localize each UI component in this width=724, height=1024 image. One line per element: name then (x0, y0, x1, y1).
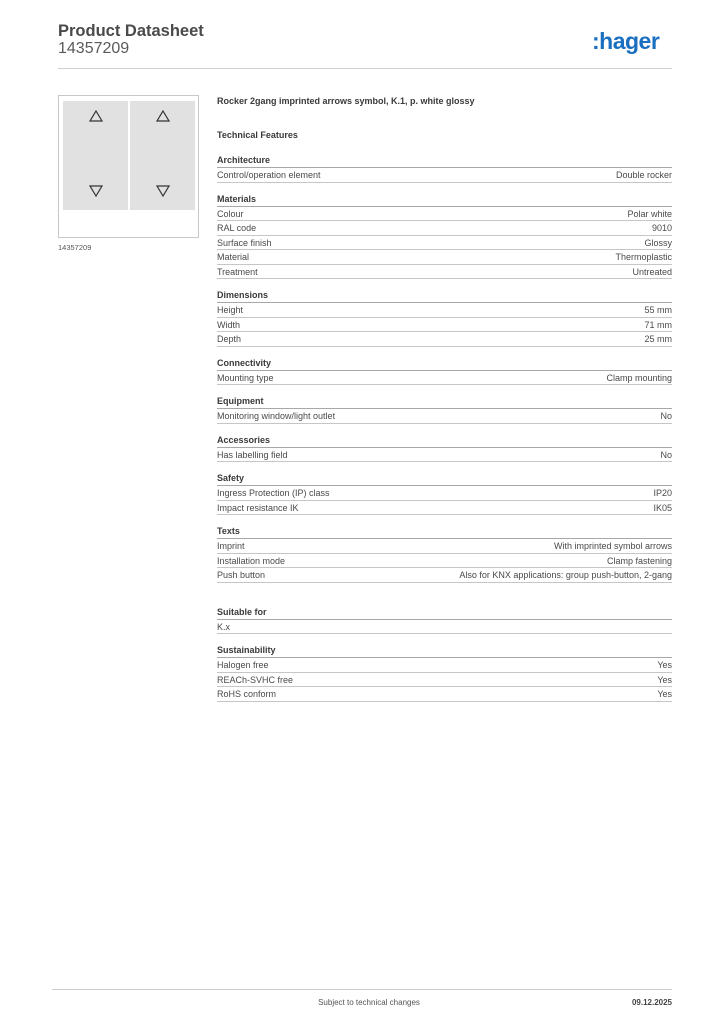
technical-features-heading: Technical Features (217, 130, 298, 140)
spec-label: Colour (217, 208, 244, 219)
arrow-up-icon (89, 110, 103, 122)
spec-row (217, 221, 672, 236)
spec-value: Polar white (627, 208, 672, 219)
spec-value: 9010 (651, 223, 672, 233)
section-equipment (217, 395, 672, 424)
datasheet-content (217, 95, 672, 712)
section-title: Dimensions (217, 289, 672, 303)
footer-date: 09.12.2025 (631, 998, 672, 1007)
spec-label: Treatment (217, 266, 258, 277)
section-title: Architecture (217, 154, 672, 168)
product-code: 14357209 (58, 40, 130, 57)
spec-row (217, 501, 672, 516)
spec-value: Glossy (644, 237, 672, 248)
spec-value: With imprinted symbol arrows (553, 541, 672, 551)
section-texts (217, 525, 672, 583)
spec-label: Ingress Protection (IP) class (217, 488, 330, 498)
arrow-up-icon (156, 110, 170, 122)
spec-row (217, 250, 672, 265)
spec-value: Untreated (632, 266, 672, 277)
section-connectivity (217, 357, 672, 386)
spec-row (217, 539, 672, 554)
spec-row (217, 332, 672, 347)
spec-label: RoHS conform (217, 689, 277, 699)
section-title: Connectivity (217, 357, 672, 371)
arrow-down-icon (89, 185, 103, 197)
spec-value: Double rocker (615, 170, 672, 180)
page-title: Product Datasheet (58, 22, 204, 40)
spec-value: Yes (657, 660, 672, 670)
spec-row (217, 265, 672, 280)
spec-value: 25 mm (644, 334, 672, 344)
product-description: Rocker 2gang imprinted arrows symbol, K.1, p. white glossy (217, 96, 475, 106)
product-image (58, 95, 199, 238)
spec-value: IK05 (653, 502, 672, 513)
spec-value: No (660, 449, 672, 460)
spec-label: REACh-SVHC free (217, 674, 294, 685)
spec-row (217, 554, 672, 569)
spec-row (217, 409, 672, 424)
spec-value: Clamp mounting (606, 372, 672, 383)
arrow-down-icon (156, 185, 170, 197)
spec-value: IP20 (653, 488, 672, 498)
spec-row (217, 620, 672, 635)
section-title: Sustainability (217, 644, 672, 658)
section-title: Equipment (217, 395, 672, 409)
section-title: Suitable for (217, 606, 672, 620)
spec-label: Monitoring window/light outlet (217, 411, 336, 421)
spec-row (217, 673, 672, 688)
spec-label: Has labelling field (217, 449, 288, 460)
spec-row (217, 371, 672, 386)
section-dimensions (217, 289, 672, 347)
spec-label: Mounting type (217, 372, 274, 383)
spec-label: K.x (217, 621, 231, 632)
section-title: Safety (217, 472, 672, 486)
spec-label: Height (217, 305, 244, 315)
spec-value: Also for KNX applications: group push-button, 2-gang (459, 570, 672, 580)
brand-logo: :hager (592, 28, 660, 54)
section-safety (217, 472, 672, 515)
spec-label: Width (217, 319, 241, 330)
header-divider (58, 68, 672, 69)
section-architecture (217, 154, 672, 183)
footer-note: Subject to technical changes (318, 998, 420, 1007)
spec-value: 55 mm (644, 305, 672, 315)
footer-divider (52, 989, 672, 990)
spec-row (217, 448, 672, 463)
spec-row (217, 236, 672, 251)
spec-value: 71 mm (644, 319, 672, 330)
section-title: Accessories (217, 434, 672, 448)
spec-value: Clamp fastening (606, 555, 672, 566)
section-suitable-for (217, 606, 672, 635)
section-materials (217, 193, 672, 280)
spec-label: Depth (217, 334, 242, 344)
spec-label: Surface finish (217, 237, 272, 248)
spec-row (217, 207, 672, 222)
spec-row (217, 658, 672, 673)
spec-label: Control/operation element (217, 170, 321, 180)
feature-sections (217, 154, 672, 702)
spec-row (217, 486, 672, 501)
spec-label: Halogen free (217, 660, 269, 670)
spec-row (217, 687, 672, 702)
spec-value: Yes (657, 674, 672, 685)
section-accessories (217, 434, 672, 463)
section-sustainability (217, 644, 672, 702)
spec-row (217, 303, 672, 318)
image-caption: 14357209 (58, 243, 92, 252)
spec-label: Installation mode (217, 555, 286, 566)
section-title: Materials (217, 193, 672, 207)
section-title: Texts (217, 525, 672, 539)
spec-label: RAL code (217, 223, 257, 233)
spec-label: Push button (217, 570, 266, 580)
spec-label: Material (217, 252, 250, 262)
spec-label: Imprint (217, 541, 245, 551)
spec-value: Thermoplastic (615, 252, 672, 262)
spec-row (217, 168, 672, 183)
spec-row (217, 568, 672, 583)
rocker-left (63, 101, 128, 210)
spec-label: Impact resistance IK (217, 502, 299, 513)
spec-value: Yes (657, 689, 672, 699)
rocker-right (130, 101, 195, 210)
spec-value: No (660, 411, 672, 421)
spec-row (217, 318, 672, 333)
